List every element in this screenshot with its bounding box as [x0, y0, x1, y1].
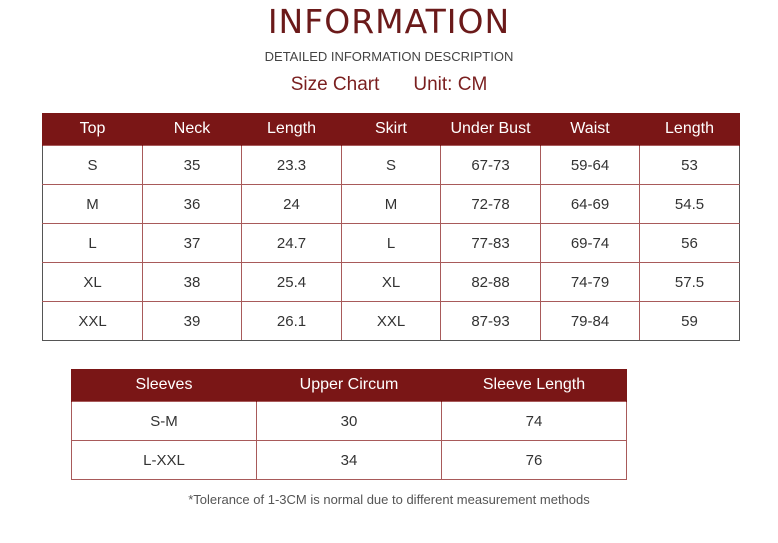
table-cell: 34	[257, 441, 442, 480]
table-cell: S-M	[72, 402, 257, 441]
table-cell: XXL	[342, 302, 441, 341]
table-cell: 53	[640, 146, 740, 185]
table-cell: 56	[640, 224, 740, 263]
table-cell: 24	[242, 185, 342, 224]
table-cell: 74-79	[541, 263, 640, 302]
column-header: Upper Circum	[257, 369, 442, 402]
table-cell: M	[43, 185, 143, 224]
table-cell: 87-93	[441, 302, 541, 341]
table-cell: 72-78	[441, 185, 541, 224]
tolerance-note: *Tolerance of 1-3CM is normal due to different measurement methods	[188, 492, 590, 507]
size-table	[42, 113, 740, 341]
table-cell: S	[342, 146, 441, 185]
table-row	[43, 302, 740, 341]
column-header: Top	[43, 113, 143, 146]
column-header: Sleeves	[72, 369, 257, 402]
table-cell: 30	[257, 402, 442, 441]
column-header: Waist	[541, 113, 640, 146]
table-row	[72, 402, 627, 441]
column-header: Neck	[143, 113, 242, 146]
unit-label: Unit: CM	[413, 74, 488, 95]
sleeve-table-header-row	[72, 369, 627, 402]
table-cell: 25.4	[242, 263, 342, 302]
page-subtitle: DETAILED INFORMATION DESCRIPTION	[264, 49, 514, 64]
table-cell: XL	[43, 263, 143, 302]
page-title: INFORMATION	[267, 2, 511, 41]
table-cell: 59-64	[541, 146, 640, 185]
size-table-header-row	[43, 113, 740, 146]
table-row	[43, 263, 740, 302]
table-cell: 59	[640, 302, 740, 341]
table-row	[72, 441, 627, 480]
table-cell: XL	[342, 263, 441, 302]
table-cell: 82-88	[441, 263, 541, 302]
table-cell: 69-74	[541, 224, 640, 263]
table-cell: 67-73	[441, 146, 541, 185]
table-cell: 26.1	[242, 302, 342, 341]
column-header: Sleeve Length	[442, 369, 627, 402]
table-cell: S	[43, 146, 143, 185]
table-cell: L	[43, 224, 143, 263]
table-cell: 39	[143, 302, 242, 341]
table-row	[43, 224, 740, 263]
column-header: Length	[242, 113, 342, 146]
size-chart-label: Size Chart	[290, 74, 380, 95]
table-cell: L	[342, 224, 441, 263]
table-cell: 74	[442, 402, 627, 441]
table-cell: 35	[143, 146, 242, 185]
table-cell: 24.7	[242, 224, 342, 263]
table-cell: 37	[143, 224, 242, 263]
table-cell: M	[342, 185, 441, 224]
table-cell: L-XXL	[72, 441, 257, 480]
table-cell: 64-69	[541, 185, 640, 224]
column-header: Length	[640, 113, 740, 146]
table-row	[43, 146, 740, 185]
table-cell: 79-84	[541, 302, 640, 341]
table-cell: 38	[143, 263, 242, 302]
table-cell: 36	[143, 185, 242, 224]
sleeve-table	[71, 369, 627, 480]
chart-heading	[0, 74, 778, 96]
table-cell: 23.3	[242, 146, 342, 185]
table-row	[43, 185, 740, 224]
column-header: Under Bust	[441, 113, 541, 146]
table-cell: 57.5	[640, 263, 740, 302]
table-cell: XXL	[43, 302, 143, 341]
column-header: Skirt	[342, 113, 441, 146]
table-cell: 76	[442, 441, 627, 480]
table-cell: 77-83	[441, 224, 541, 263]
table-cell: 54.5	[640, 185, 740, 224]
